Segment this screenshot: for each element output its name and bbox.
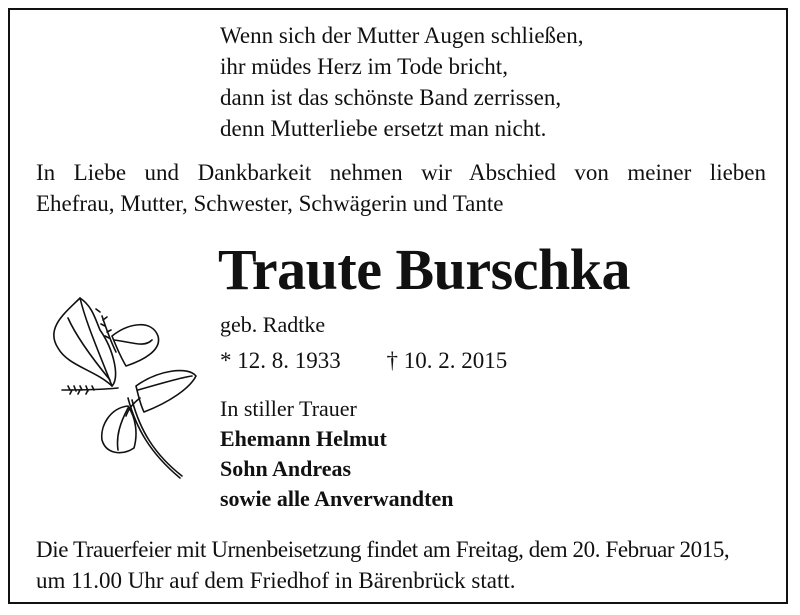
calla-lily-icon xyxy=(40,278,200,488)
mourning-heading: In stiller Trauer xyxy=(220,396,357,421)
poem-line: denn Mutterliebe ersetzt man nicht. xyxy=(220,116,547,141)
death-date: † 10. 2. 2015 xyxy=(386,348,508,373)
obituary-notice xyxy=(8,8,788,604)
funeral-line: Die Trauerfeier mit Urnenbeisetzung findet am Freitag, dem 20. Februar 2015, xyxy=(36,537,730,562)
mourners xyxy=(220,394,453,514)
poem-line: ihr müdes Herz im Tode bricht, xyxy=(220,54,508,79)
deceased-name: Traute Burschka xyxy=(218,237,630,302)
mourner-name: Ehemann Helmut xyxy=(220,426,387,451)
mourner-name: Sohn Andreas xyxy=(220,456,352,481)
funeral-line: um 11.00 Uhr auf dem Friedhof in Bärenbrück statt. xyxy=(36,568,516,593)
poem-line: dann ist das schönste Band zerrissen, xyxy=(220,85,562,110)
birth-name: geb. Radtke xyxy=(220,312,326,337)
memorial-poem xyxy=(220,20,584,144)
birth-date: * 12. 8. 1933 xyxy=(220,348,341,373)
intro-line: In Liebe und Dankbarkeit nehmen wir Abschied von meiner lieben xyxy=(36,160,766,185)
poem-line: Wenn sich der Mutter Augen schließen, xyxy=(220,23,584,48)
funeral-details xyxy=(36,534,766,596)
mourner-name: sowie alle Anverwandten xyxy=(220,486,454,511)
intro-line: Ehefrau, Mutter, Schwester, Schwägerin und Tante xyxy=(36,191,504,216)
farewell-intro xyxy=(36,157,766,219)
life-dates xyxy=(220,346,507,376)
